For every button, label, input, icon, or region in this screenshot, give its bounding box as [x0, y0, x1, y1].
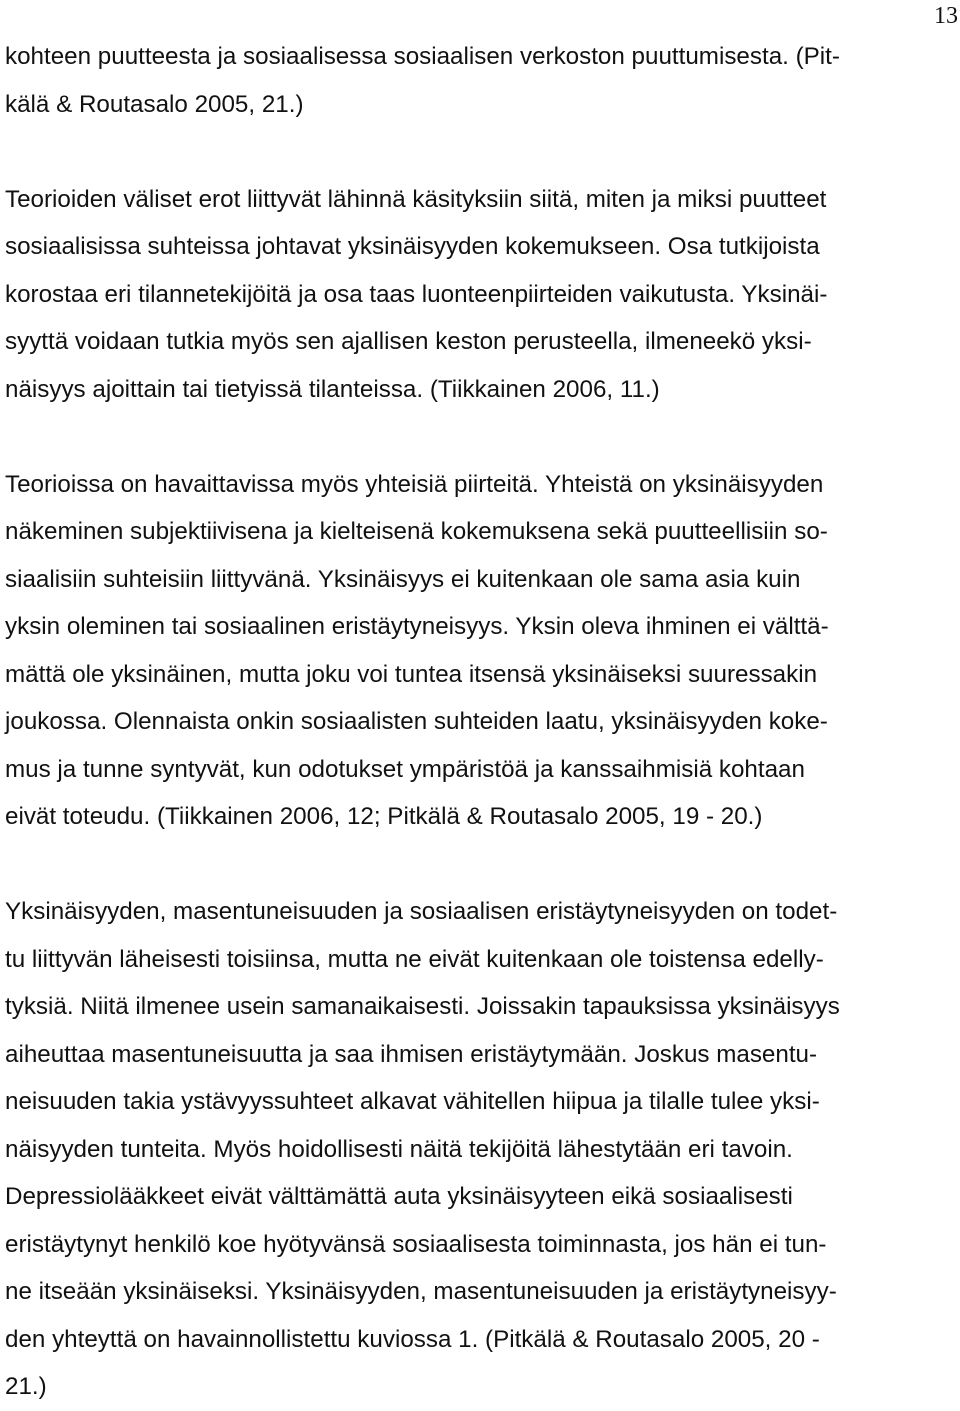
paragraph-4 — [5, 888, 953, 1411]
text-line: Yksinäisyyden, masentuneisuuden ja sosiaalisen eristäytyneisyyden on todet- — [5, 898, 838, 925]
text-line: korostaa eri tilannetekijöitä ja osa taas luonteenpiirteiden vaikutusta. Yksinäi- — [5, 280, 828, 308]
paragraph-2 — [5, 176, 953, 414]
paragraph-gap — [5, 413, 953, 461]
page-number: 13 — [934, 3, 958, 29]
text-line: tyksiä. Niitä ilmenee usein samanaikaisesti. Joissakin tapauksissa yksinäisyys — [5, 993, 840, 1020]
paragraph-3 — [5, 461, 953, 841]
text-line: eristäytynyt henkilö koe hyötyvänsä sosiaalisesta toiminnasta, jos hän ei tun- — [5, 1230, 827, 1258]
text-line: neisuuden takia ystävyyssuhteet alkavat vähitellen hiipua ja tilalle tulee yksi- — [5, 1088, 820, 1115]
text-line: Teorioissa on havaittavissa myös yhteisiä piirteitä. Yhteistä on yksinäisyyden — [5, 470, 824, 498]
text-line: sosiaalisissa suhteissa johtavat yksinäisyyden kokemukseen. Osa tutkijoista — [5, 233, 820, 260]
text-line: Teorioiden väliset erot liittyvät lähinnä käsityksiin siitä, miten ja miksi puutteet — [5, 185, 827, 213]
text-line: kohteen puutteesta ja sosiaalisessa sosiaalisen verkoston puuttumisesta. (Pit- — [5, 43, 840, 70]
text-line: eivät toteudu. (Tiikkainen 2006, 12; Pitkälä & Routasalo 2005, 19 - 20.) — [5, 803, 763, 830]
text-line: tu liittyvän läheisesti toisiinsa, mutta ne eivät kuitenkaan ole toistensa edelly- — [5, 945, 824, 973]
paragraph-gap — [5, 841, 953, 889]
document-body — [5, 33, 953, 1411]
text-line: den yhteyttä on havainnollistettu kuviossa 1. (Pitkälä & Routasalo 2005, 20 - — [5, 1325, 820, 1353]
text-line: näisyyden tunteita. Myös hoidollisesti näitä tekijöitä lähestytään eri tavoin. — [5, 1135, 793, 1163]
text-line: aiheuttaa masentuneisuutta ja saa ihmisen eristäytymään. Joskus masentu- — [5, 1040, 818, 1068]
text-line: näisyys ajoittain tai tietyissä tilanteissa. (Tiikkainen 2006, 11.) — [5, 375, 660, 403]
text-line: yksin oleminen tai sosiaalinen eristäytyneisyys. Yksin oleva ihminen ei välttä- — [5, 613, 829, 640]
text-line: mus ja tunne syntyvät, kun odotukset ympäristöä ja kanssaihmisiä kohtaan — [5, 755, 805, 783]
text-line: näkeminen subjektiivisena ja kielteisenä kokemuksena sekä puutteellisiin so- — [5, 518, 828, 545]
text-line: 21.) — [5, 1373, 47, 1400]
text-line: kälä & Routasalo 2005, 21.) — [5, 90, 304, 118]
text-line: joukossa. Olennaista onkin sosiaalisten suhteiden laatu, yksinäisyyden koke- — [5, 708, 828, 735]
text-line: ne itseään yksinäiseksi. Yksinäisyyden, masentuneisuuden ja eristäytyneisyy- — [5, 1278, 837, 1305]
text-line: Depressiolääkkeet eivät välttämättä auta yksinäisyyteen eikä sosiaalisesti — [5, 1183, 793, 1210]
text-line: mättä ole yksinäinen, mutta joku voi tuntea itsensä yksinäiseksi suuressakin — [5, 660, 818, 688]
paragraph-1 — [5, 33, 953, 128]
text-line: syyttä voidaan tutkia myös sen ajallisen keston perusteella, ilmeneekö yksi- — [5, 328, 812, 355]
paragraph-gap — [5, 128, 953, 176]
text-line: siaalisiin suhteisiin liittyvänä. Yksinäisyys ei kuitenkaan ole sama asia kuin — [5, 565, 801, 593]
